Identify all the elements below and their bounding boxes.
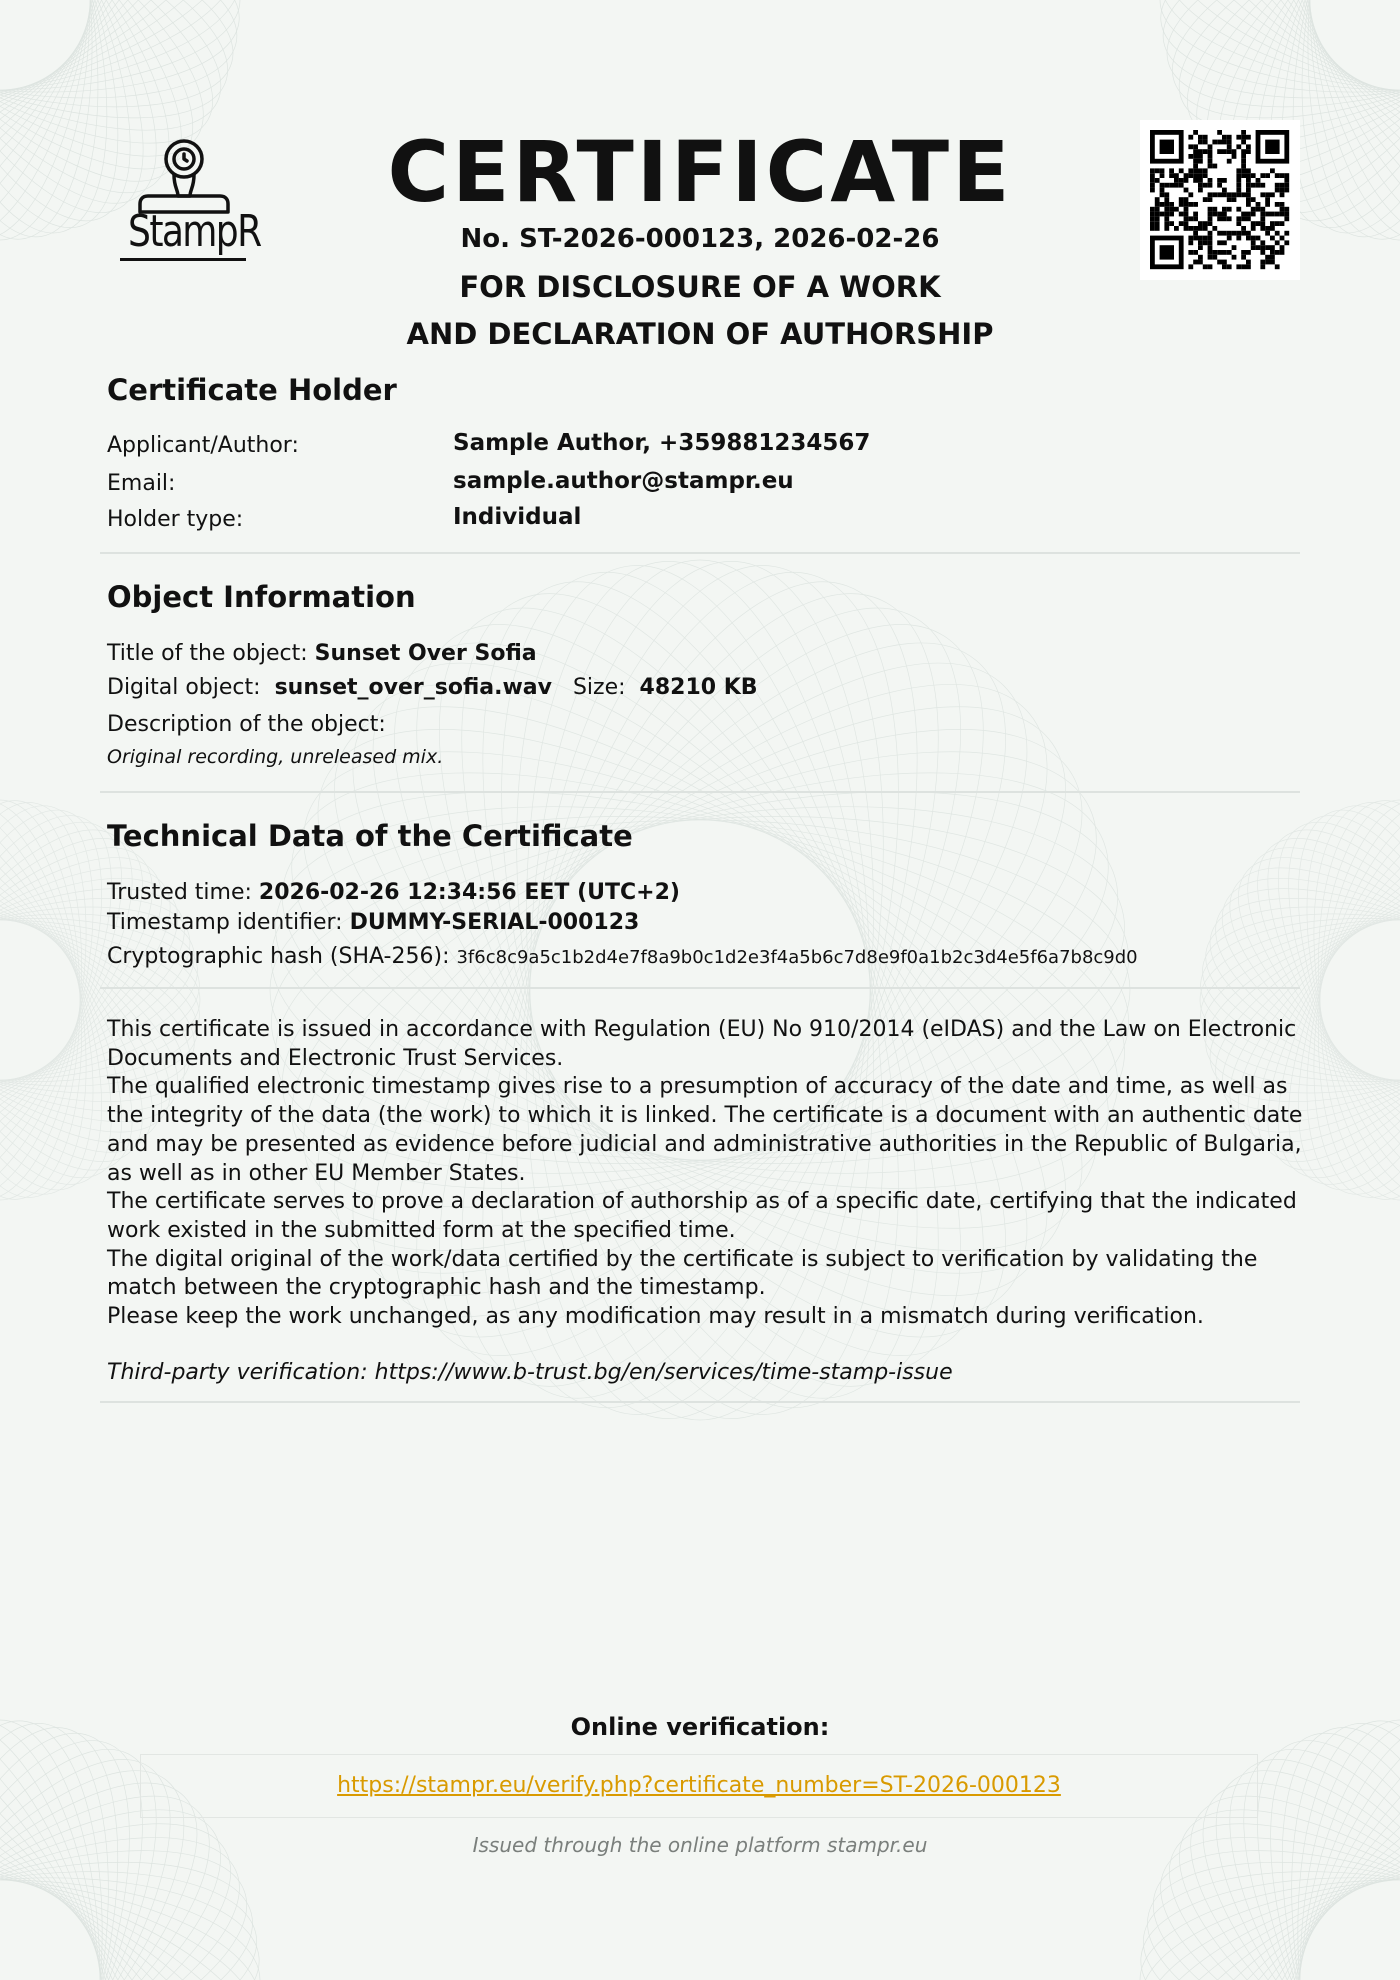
- qr-code[interactable]: [1140, 120, 1300, 280]
- hash-line: [107, 941, 1138, 973]
- stampr-logo: [108, 132, 261, 272]
- legal-text: [107, 1016, 1307, 1332]
- holder-heading: Certificate Holder: [107, 373, 397, 407]
- section-divider: [100, 987, 1300, 989]
- hash-value: 3f6c8c9a5c1b2d4e7f8a9b0c1d2e3f4a5b6c7d8e9f0a1b2c3d4e5f6a7b8c9d0: [456, 947, 1138, 968]
- email-label: Email:: [107, 471, 176, 496]
- technical-heading: Technical Data of the Certificate: [107, 819, 633, 853]
- applicant-label: Applicant/Author:: [107, 433, 299, 458]
- applicant-value: Sample Author, +359881234567: [453, 430, 871, 456]
- legal-paragraph: The certificate serves to prove a declaration of authorship as of a specific date, certifying that the indicated work existed in the submitted form at the specified time.: [107, 1189, 1297, 1243]
- timestamp-id-value: DUMMY-SERIAL-000123: [349, 910, 640, 935]
- object-title-value: Sunset Over Sofia: [314, 641, 537, 666]
- hash-label: Cryptographic hash (SHA-256):: [107, 944, 450, 969]
- size-value: 48210 KB: [639, 675, 758, 700]
- trusted-time-value: 2026-02-26 12:34:56 EET (UTC+2): [258, 880, 680, 905]
- holder-type-value: Individual: [453, 504, 582, 530]
- certificate-title: CERTIFICATE: [387, 123, 1013, 221]
- logo-underline: [120, 258, 246, 261]
- issued-through-note: Issued through the online platform stampr.eu: [472, 1833, 928, 1857]
- digital-object-value: sunset_over_sofia.wav: [274, 675, 552, 700]
- certificate-subtitle: [300, 264, 1100, 358]
- qr-code-icon: [1140, 120, 1300, 280]
- verification-link[interactable]: https://stampr.eu/verify.php?certificate_number=ST-2026-000123: [337, 1773, 1061, 1798]
- object-title-label: Title of the object:: [107, 641, 308, 666]
- legal-paragraph: Please keep the work unchanged, as any modification may result in a mismatch during verification.: [107, 1304, 1204, 1330]
- section-divider: [100, 552, 1300, 554]
- section-divider: [100, 1401, 1300, 1403]
- legal-paragraph: This certificate is issued in accordance with Regulation (EU) No 910/2014 (eIDAS) and the Law on Electronic Documents and Electronic Trust Services.: [107, 1017, 1297, 1071]
- legal-paragraph: The digital original of the work/data certified by the certificate is subject to verification by validating the match between the cryptographic hash and the timestamp.: [107, 1246, 1258, 1301]
- legal-paragraph: The qualified electronic timestamp gives rise to a presumption of accuracy of the date and time, as well as the integrity of the data (the work) to which it is linked. The certificate is a document with an authentic date and may be presented as evidence before judicial and administrative authorities in the Republic of Bulgaria, as well as in other EU Member States.: [107, 1074, 1303, 1186]
- object-heading: Object Information: [107, 580, 416, 614]
- trusted-time-label: Trusted time:: [107, 880, 252, 905]
- trusted-time-line: [107, 877, 680, 908]
- third-party-verification: Third-party verification: https://www.b-trust.bg/en/services/time-stamp-issue: [107, 1360, 953, 1385]
- timestamp-id-label: Timestamp identifier:: [107, 910, 343, 935]
- digital-object-label: Digital object:: [107, 675, 261, 700]
- certificate-number: No. ST-2026-000123, 2026-02-26: [460, 224, 940, 254]
- logo-text: StampR: [128, 206, 261, 257]
- online-verification-heading: Online verification:: [570, 1713, 830, 1741]
- timestamp-id-line: [107, 907, 639, 938]
- section-divider: [100, 791, 1300, 793]
- description-value: Original recording, unreleased mix.: [107, 746, 444, 768]
- object-title-line: [107, 638, 537, 669]
- description-label: Description of the object:: [107, 712, 386, 737]
- size-label: Size:: [572, 675, 626, 700]
- verification-link-box: [140, 1754, 1258, 1818]
- holder-type-label: Holder type:: [107, 507, 244, 532]
- digital-object-line: [107, 672, 758, 703]
- subtitle-line-1: FOR DISCLOSURE OF A WORK: [459, 270, 941, 304]
- email-value: sample.author@stampr.eu: [453, 468, 794, 494]
- subtitle-line-2: AND DECLARATION OF AUTHORSHIP: [406, 317, 994, 351]
